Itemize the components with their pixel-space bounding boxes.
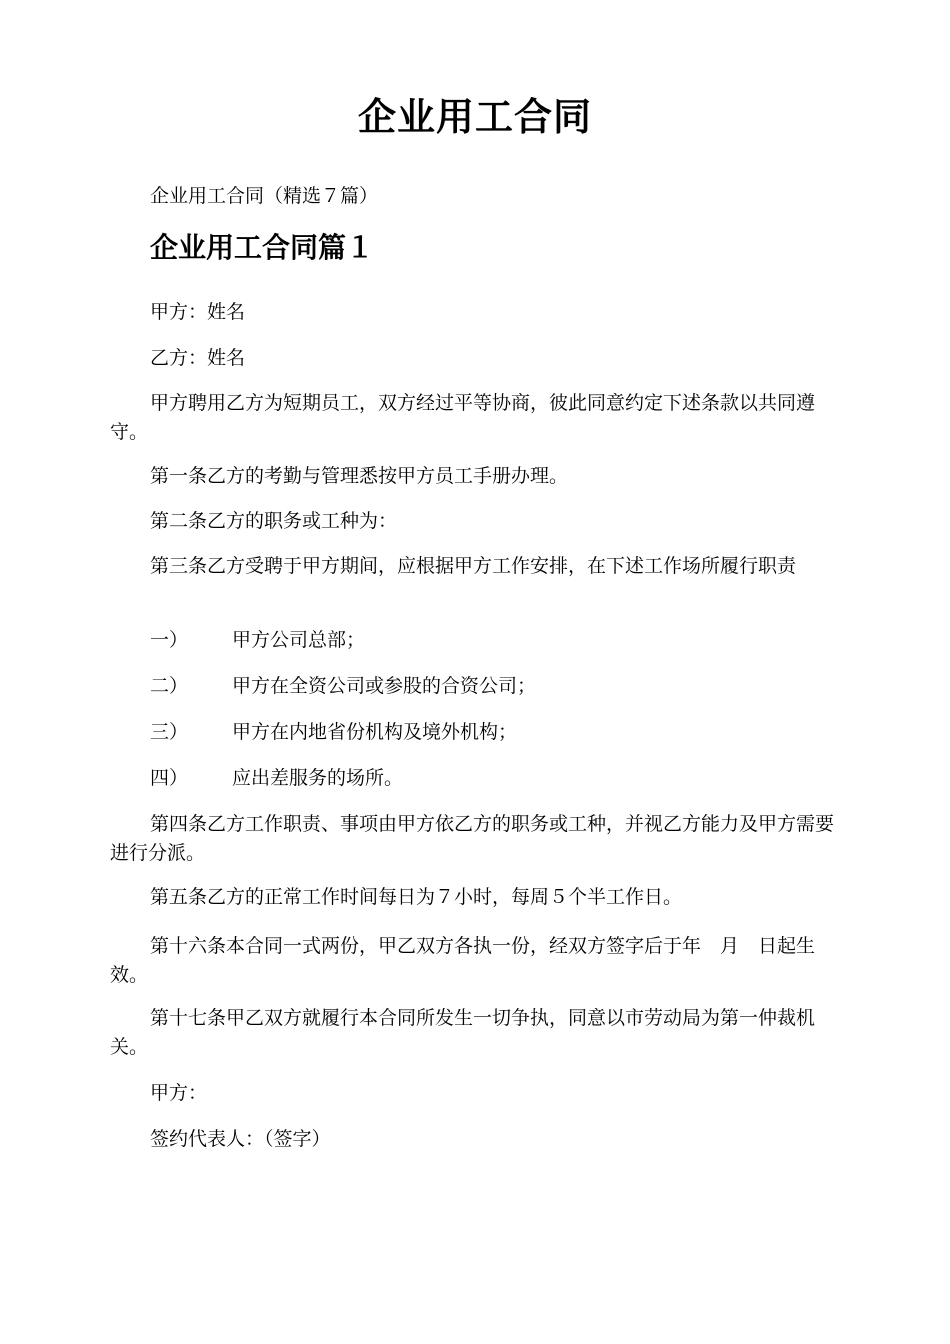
work-place-item (150, 672, 830, 701)
list-marker: 二） (150, 675, 189, 697)
list-text: 应出差服务的场所。 (232, 767, 404, 789)
article-2: 第二条乙方的职务或工种为： (150, 510, 398, 532)
signature-party-a: 甲方： (150, 1082, 208, 1104)
work-place-item (150, 626, 830, 655)
document-title: 企业用工合同 (357, 94, 592, 139)
article-16: 第十六条本合同一式两份，甲乙双方各执一份，经双方签字后于年 月 日起生效。 (110, 935, 816, 986)
list-text: 甲方在全资公司或参股的合资公司； (232, 675, 537, 697)
party-b-line: 乙方：姓名 (150, 347, 246, 369)
article-5: 第五条乙方的正常工作时间每日为７小时，每周５个半工作日。 (150, 886, 683, 908)
list-marker: 三） (150, 721, 189, 743)
article-1: 第一条乙方的考勤与管理悉按甲方员工手册办理。 (150, 465, 569, 487)
work-place-item (150, 718, 830, 747)
document-subtitle: 企业用工合同（精选７篇） (150, 185, 379, 207)
list-marker: 四） (150, 767, 189, 789)
signature-representative: 签约代表人：（签字） (150, 1128, 331, 1150)
work-place-item (150, 764, 830, 793)
section-heading: 企业用工合同篇１ (150, 231, 375, 264)
intro-paragraph: 甲方聘用乙方为短期员工，双方经过平等协商，彼此同意约定下述条款以共同遵守。 (110, 392, 816, 443)
article-4: 第四条乙方工作职责、事项由甲方依乙方的职务或工种，并视乙方能力及甲方需要进行分派。 (110, 813, 835, 864)
party-a-line: 甲方：姓名 (150, 301, 246, 323)
list-text: 甲方公司总部； (232, 629, 366, 651)
list-marker: 一） (150, 629, 189, 651)
article-17: 第十七条甲乙双方就履行本合同所发生一切争执，同意以市劳动局为第一仲裁机关。 (110, 1007, 816, 1058)
article-3: 第三条乙方受聘于甲方期间，应根据甲方工作安排，在下述工作场所履行职责 (150, 555, 797, 577)
list-text: 甲方在内地省份机构及境外机构； (232, 721, 518, 743)
